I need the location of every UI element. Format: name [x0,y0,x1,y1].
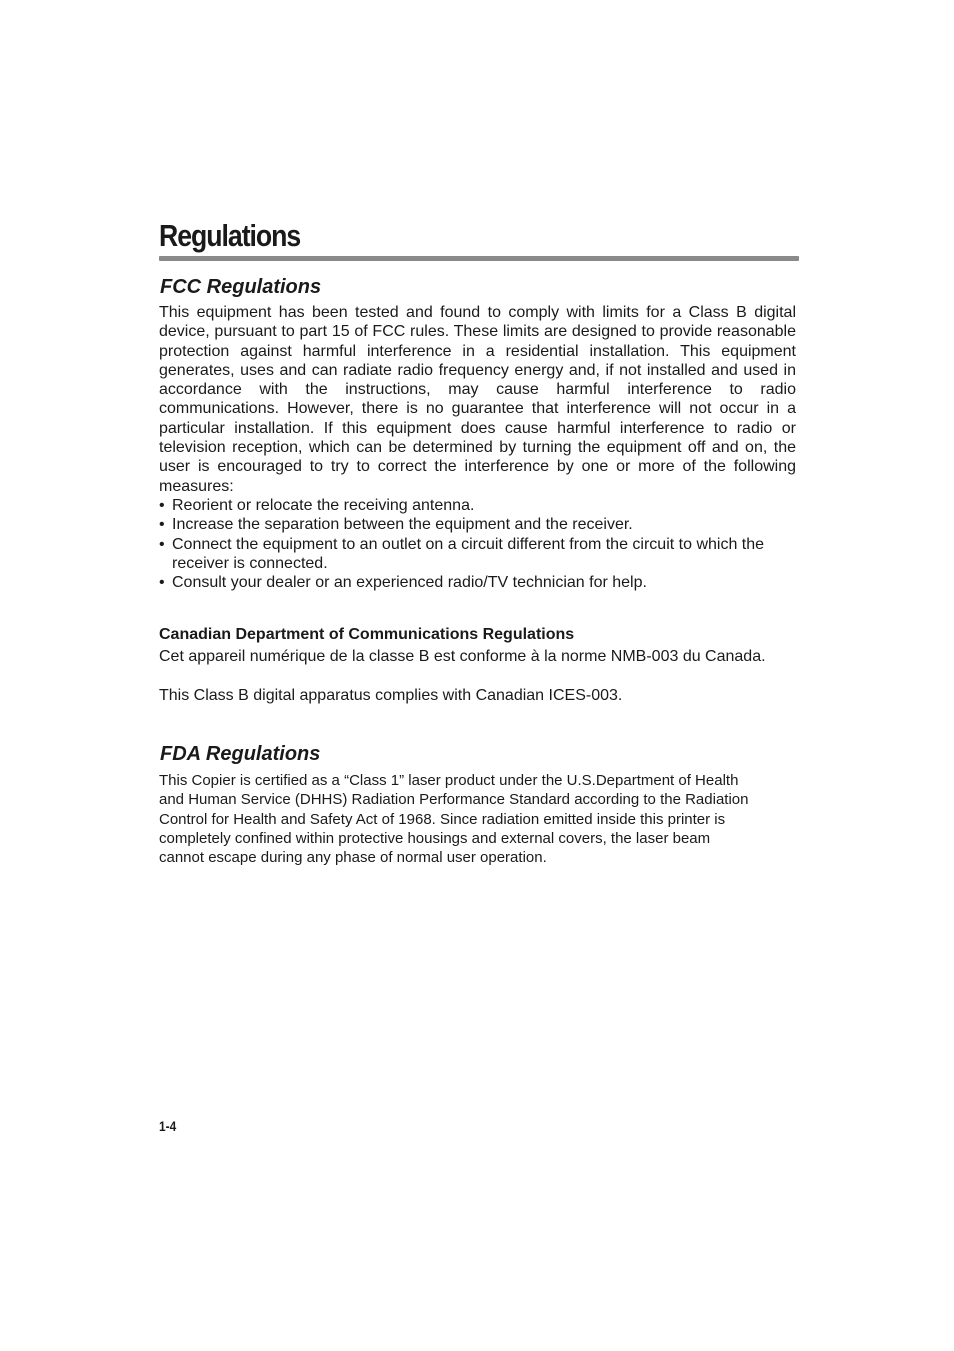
list-item [159,573,796,592]
fcc-paragraph: This equipment has been tested and found to comply with limits for a Class B digital device, pursuant to part 15 of FCC rules. These limits are designed to provide reasonable protection against harmful interference in a residential installation. This equipment generates, uses and can radiate radio frequency energy and, if not installed and used in accordance with the instructions, may cause harmful interference to radio communications. However, there is no guarantee that interference will not occur in a particular installation. If this equipment does cause harmful interference to radio or television reception, which can be determined by turning the equipment off and on, the user is encouraged to try to correct the interference by one or more of the following measures: [159,304,796,495]
fda-heading: FDA Regulations [160,743,321,766]
fda-line: Control for Health and Safety Act of 1968. Since radiation emitted inside this printer is [159,810,726,828]
list-item-text: Connect the equipment to an outlet on a circuit different from the circuit to which the receiver is connected. [172,535,765,572]
page-content [159,212,796,868]
list-item [159,535,796,574]
list-item-text: Consult your dealer or an experienced radio/TV technician for help. [172,574,647,592]
fda-line: completely confined within protective housings and external covers, the laser beam [159,829,711,847]
bullet-icon: • [159,516,165,534]
canada-english-statement: This Class B digital apparatus complies with Canadian ICES-003. [159,686,623,704]
fda-paragraph [159,771,796,867]
fda-line: cannot escape during any phase of normal user operation. [159,849,547,867]
canada-heading: Canadian Department of Communications Regulations [159,626,575,644]
fcc-heading: FCC Regulations [160,276,322,298]
bullet-icon: • [159,535,165,553]
list-item-text: Reorient or relocate the receiving antenna. [172,496,475,514]
page-title: Regulations [159,218,301,253]
title-divider [159,256,799,261]
bullet-icon: • [159,496,165,514]
fcc-measures-list [159,496,796,592]
fda-line: and Human Service (DHHS) Radiation Performance Standard according to the Radiation [159,791,749,809]
list-item [159,496,796,515]
list-item [159,515,796,534]
canada-french-statement: Cet appareil numérique de la classe B est conforme à la norme NMB-003 du Canada. [159,648,766,666]
bullet-icon: • [159,574,165,592]
page-number: 1-4 [159,1118,177,1134]
list-item-text: Increase the separation between the equipment and the receiver. [172,516,633,534]
fda-line: This Copier is certified as a “Class 1” laser product under the U.S.Department of Health [159,772,739,790]
